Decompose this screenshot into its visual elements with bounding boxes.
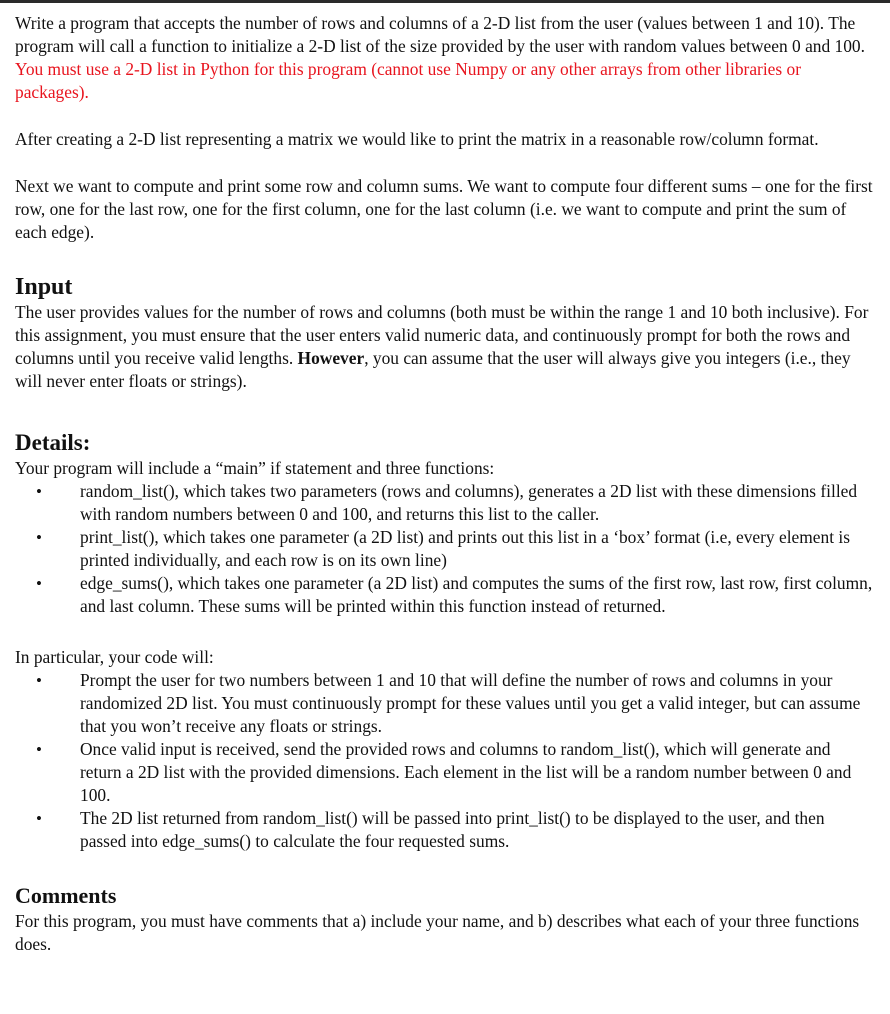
comments-paragraph: For this program, you must have comments that a) include your name, and b) describes what each of your three functions does. bbox=[15, 911, 860, 954]
details-intro: Your program will include a “main” if statement and three functions: bbox=[15, 458, 495, 478]
input-heading: Input bbox=[15, 274, 73, 300]
input-paragraph bbox=[15, 301, 875, 393]
input-text-after: , you can assume that the user will always give you integers (i.e., they will never enter floats or strings). bbox=[15, 348, 851, 391]
bullet-icon: • bbox=[36, 740, 42, 759]
list-item bbox=[15, 526, 875, 572]
list-item bbox=[15, 480, 875, 526]
bullet-icon: • bbox=[36, 528, 42, 547]
list-item-text: edge_sums(), which takes one parameter (a 2D list) and computes the sums of the first row, last row, first column, and last column. These sums will be printed within this function instead of returned. bbox=[80, 573, 873, 616]
steps-list bbox=[15, 669, 875, 853]
matrix-format-paragraph: After creating a 2-D list representing a matrix we would like to print the matrix in a reasonable row/column format. bbox=[15, 129, 819, 149]
list-item-text: random_list(), which takes two parameters (rows and columns), generates a 2D list with these dimensions filled with random numbers between 0 and 100, and returns this list to the caller. bbox=[80, 481, 858, 524]
input-bold-however: However bbox=[297, 348, 365, 368]
bullet-icon: • bbox=[36, 574, 42, 593]
intro-paragraph bbox=[15, 12, 875, 104]
bullet-icon: • bbox=[36, 671, 42, 690]
sums-paragraph: Next we want to compute and print some row and column sums. We want to compute four different sums – one for the first row, one for the last row, one for the first column, one for the last column (i.e. we want to compute and print the sum of each edge). bbox=[15, 176, 873, 242]
comments-heading: Comments bbox=[15, 883, 117, 908]
top-rule bbox=[0, 0, 890, 3]
list-item bbox=[15, 807, 875, 853]
list-item-text: The 2D list returned from random_list() will be passed into print_list() to be displayed to the user, and then passed into edge_sums() to calculate the four requested sums. bbox=[80, 808, 825, 851]
input-text-before: The user provides values for the number of rows and columns (both must be within the range 1 and 10 both inclusive). For this assignment, you must ensure that the user enters valid numeric data, and continuously prompt for both the rows and columns until you receive valid lengths. bbox=[15, 302, 869, 368]
list-item-text: Once valid input is received, send the provided rows and columns to random_list(), which will generate and return a 2D list with the provided dimensions. Each element in the list will be a random number between 0 and 100. bbox=[80, 739, 852, 805]
document-page bbox=[15, 12, 875, 956]
list-item bbox=[15, 738, 875, 807]
intro-text: Write a program that accepts the number of rows and columns of a 2-D list from the user (values between 1 and 10). The program will call a function to initialize a 2-D list of the size provided by the user with random values between 0 and 100. bbox=[15, 13, 865, 56]
list-item bbox=[15, 572, 875, 618]
functions-list bbox=[15, 480, 875, 618]
intro-warning-red: You must use a 2-D list in Python for this program (cannot use Numpy or any other arrays from other libraries or packages). bbox=[15, 59, 801, 102]
details-heading: Details: bbox=[15, 430, 91, 455]
particular-intro: In particular, your code will: bbox=[15, 647, 214, 667]
list-item bbox=[15, 669, 875, 738]
list-item-text: Prompt the user for two numbers between 1 and 10 that will define the number of rows and columns in your randomized 2D list. You must continuously prompt for these values until you get a valid integer, but can assume that you won’t receive any floats or strings. bbox=[80, 670, 861, 736]
bullet-icon: • bbox=[36, 809, 42, 828]
bullet-icon: • bbox=[36, 482, 42, 501]
list-item-text: print_list(), which takes one parameter (a 2D list) and prints out this list in a ‘box’ format (i.e, every element is printed individually, and each row is on its own line) bbox=[80, 527, 850, 570]
